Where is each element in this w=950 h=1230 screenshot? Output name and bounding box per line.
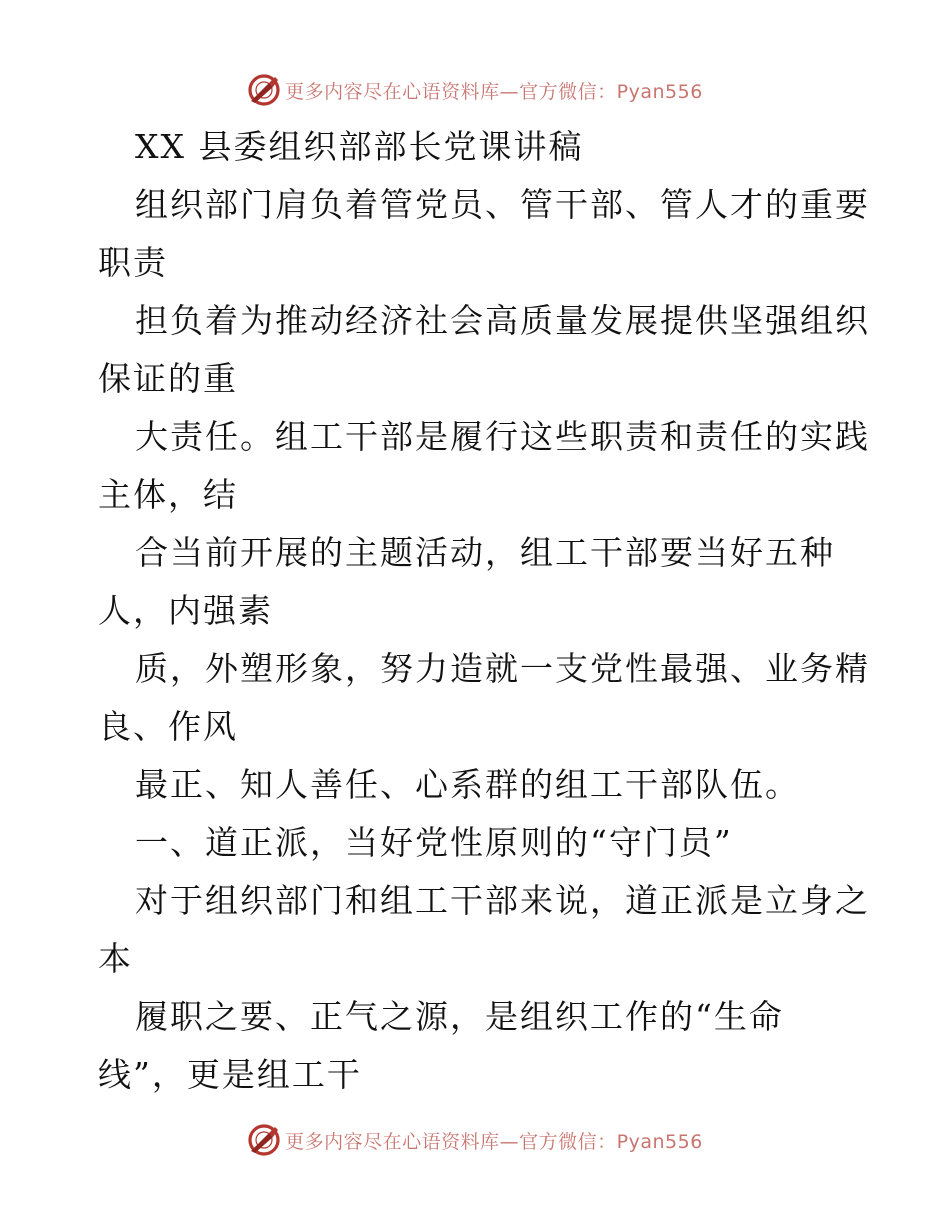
paragraph-line: 合当前开展的主题活动，组工干部要当好五种 xyxy=(135,533,835,572)
footer-watermark-text: 更多内容尽在心语资料库—官方微信：Pyan556 xyxy=(285,1130,703,1153)
paragraph-line: 保证的重 xyxy=(98,359,238,398)
pen-logo-icon xyxy=(247,1123,281,1157)
paragraph-line: 组织部门肩负着管党员、管干部、管人才的重要 xyxy=(135,185,870,224)
paragraph-line: 履职之要、正气之源，是组织工作的“生命 xyxy=(135,997,784,1036)
paragraph-line: 大责任。组工干部是履行这些职责和责任的实践 xyxy=(135,417,870,456)
header-watermark-text: 更多内容尽在心语资料库—官方微信：Pyan556 xyxy=(285,80,703,103)
footer-watermark-banner xyxy=(0,1120,950,1160)
paragraph-line: 对于组织部门和组工干部来说，道正派是立身之 xyxy=(135,881,870,920)
paragraph-line: 职责 xyxy=(98,243,168,282)
paragraph-line: 本 xyxy=(98,939,133,978)
paragraph-line: 主体，结 xyxy=(98,475,238,514)
paragraph-line: 人，内强素 xyxy=(98,591,273,630)
paragraph-line: 质，外塑形象，努力造就一支党性最强、业务精 xyxy=(135,649,870,688)
paragraph-line: 担负着为推动经济社会高质量发展提供坚强组织 xyxy=(135,301,870,340)
section-heading: 一、道正派，当好党性原则的“守门员” xyxy=(135,823,733,862)
paragraph-line: 最正、知人善任、心系群的组工干部队伍。 xyxy=(135,765,800,804)
paragraph-line: 线”，更是组工干 xyxy=(98,1055,362,1094)
document-title: XX 县委组织部部长党课讲稿 xyxy=(135,127,584,166)
paragraph-line: 良、作风 xyxy=(98,707,238,746)
